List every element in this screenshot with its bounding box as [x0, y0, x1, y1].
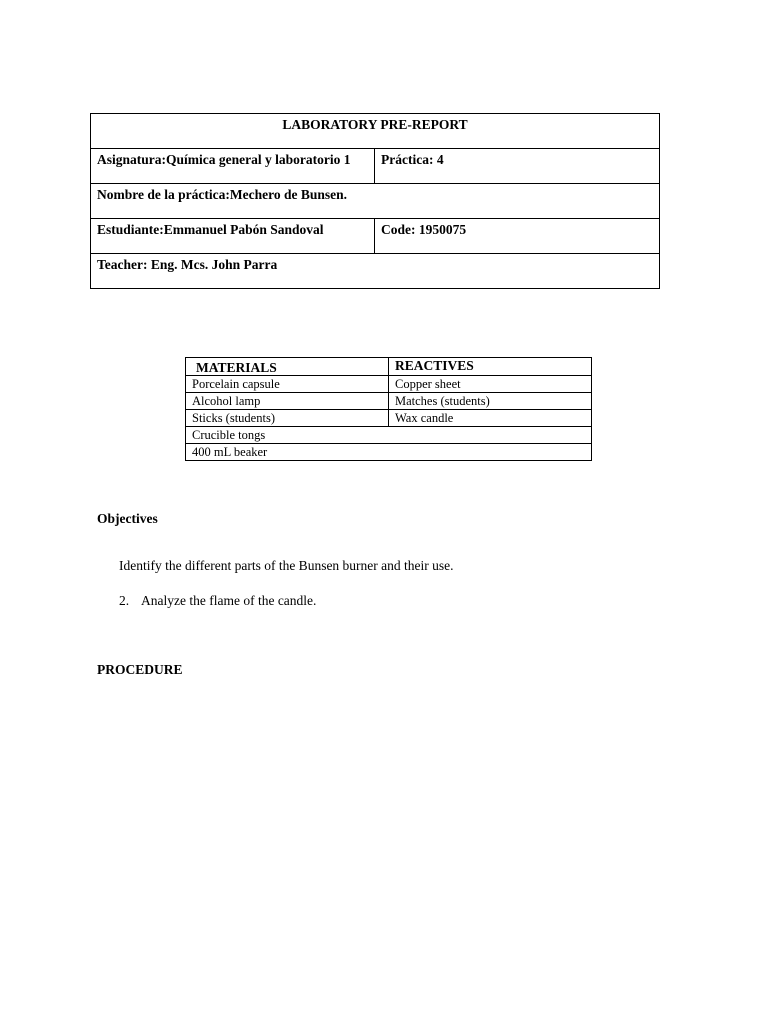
- objective-text: Identify the different parts of the Bunsen burner and their use.: [119, 558, 454, 573]
- objective-number: 2.: [119, 593, 130, 608]
- reactive-cell: Copper sheet: [389, 376, 592, 393]
- table-row: [91, 254, 660, 289]
- report-title: LABORATORY PRE-REPORT: [91, 114, 660, 149]
- table-row: [186, 444, 592, 461]
- procedure-heading: PROCEDURE: [97, 662, 183, 677]
- reactive-cell: Matches (students): [389, 393, 592, 410]
- pre-report-header-table: [90, 113, 660, 289]
- practice-name-cell: Nombre de la práctica:Mechero de Bunsen.: [91, 184, 660, 219]
- materials-reactives-table: [185, 357, 592, 461]
- material-cell: Alcohol lamp: [186, 393, 389, 410]
- table-row: [186, 427, 592, 444]
- table-row: [91, 149, 660, 184]
- table-row: [91, 114, 660, 149]
- objective-item: [119, 558, 454, 574]
- table-row: [91, 219, 660, 254]
- reactive-cell: Wax candle: [389, 410, 592, 427]
- subject-cell: Asignatura:Química general y laboratorio 1: [91, 149, 375, 184]
- table-row: [186, 393, 592, 410]
- material-cell: 400 mL beaker: [186, 444, 592, 461]
- code-cell: Code: 1950075: [375, 219, 660, 254]
- teacher-cell: Teacher: Eng. Mcs. John Parra: [91, 254, 660, 289]
- objectives-heading: Objectives: [97, 511, 158, 526]
- table-row: [186, 376, 592, 393]
- table-row: [186, 410, 592, 427]
- material-cell: Crucible tongs: [186, 427, 592, 444]
- material-cell: Porcelain capsule: [186, 376, 389, 393]
- materials-header: MATERIALS: [186, 358, 389, 376]
- student-cell: Estudiante:Emmanuel Pabón Sandoval: [91, 219, 375, 254]
- practice-number-cell: Práctica: 4: [375, 149, 660, 184]
- objective-item: [119, 593, 316, 609]
- material-cell: Sticks (students): [186, 410, 389, 427]
- table-row: [91, 184, 660, 219]
- table-header-row: [186, 358, 592, 376]
- objective-text: Analyze the flame of the candle.: [141, 593, 317, 608]
- reactives-header: REACTIVES: [389, 358, 592, 376]
